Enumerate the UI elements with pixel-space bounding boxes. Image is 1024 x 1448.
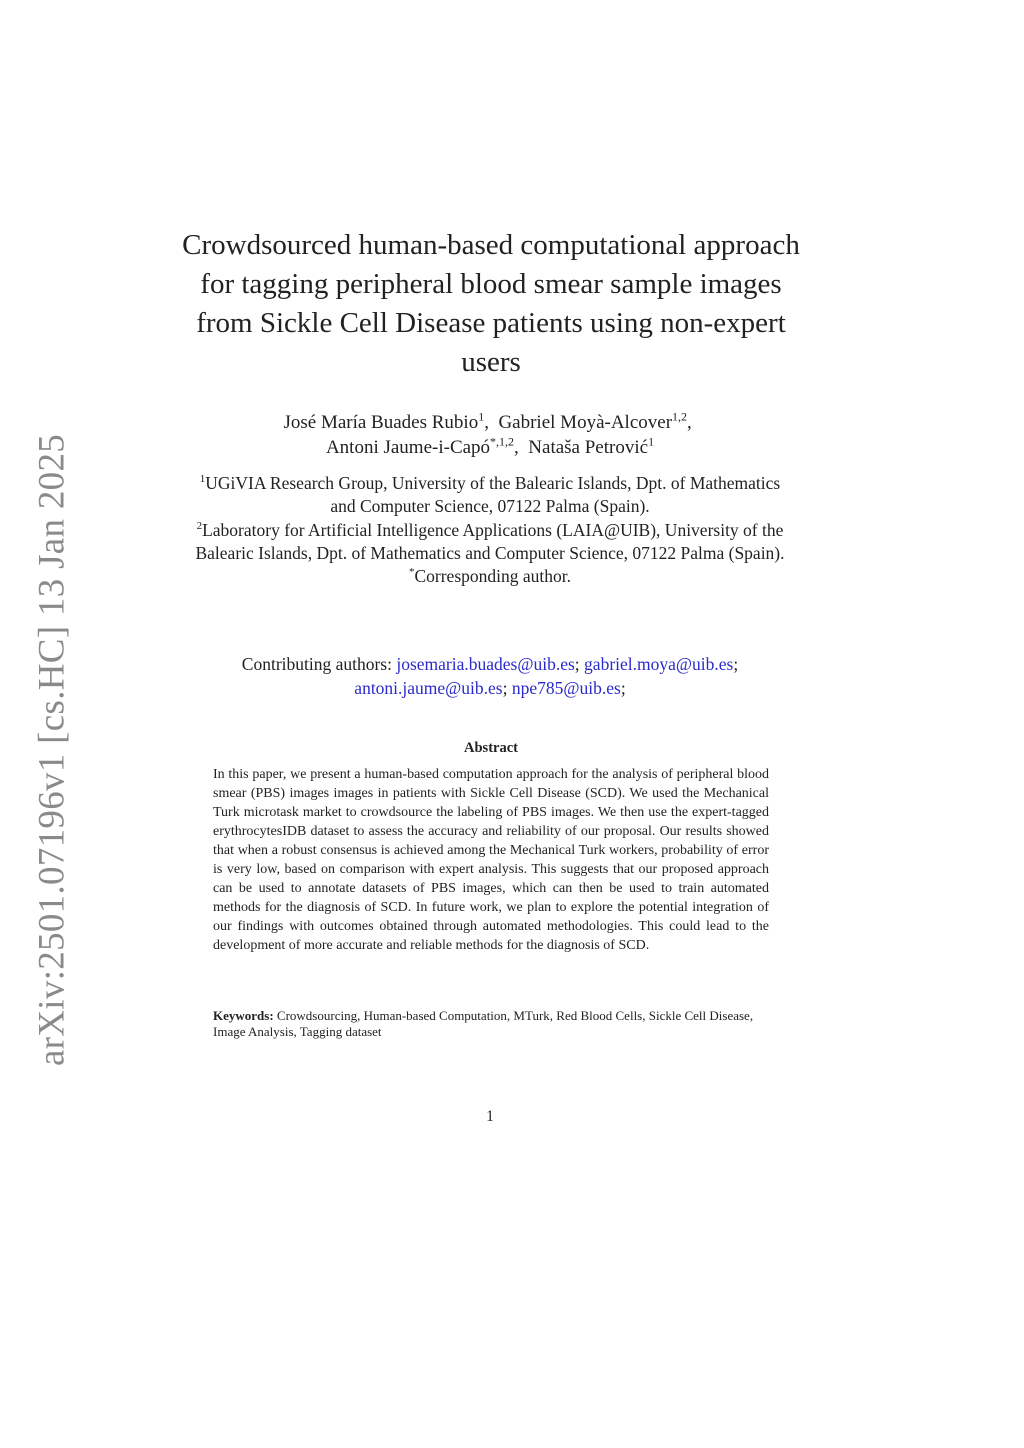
keywords-label: Keywords: — [213, 1008, 274, 1023]
author-name: Antoni Jaume-i-Capó — [325, 437, 491, 458]
paper-title: Crowdsourced human-based computational approach for tagging peripheral blood smear sample images from Sickle Cell Disease patients using non-expert users — [182, 229, 800, 378]
page-number: 1 — [486, 1108, 494, 1125]
email-link[interactable]: npe785@uib.es — [511, 677, 621, 698]
author-3: Antoni Jaume-i-Capó$^{*,1,2}$, — [325, 434, 519, 458]
author-name: José María Buades Rubio — [283, 412, 479, 433]
author-1: José María Buades Rubio$^1$, — [283, 409, 489, 433]
author-4 — [528, 434, 655, 458]
author-affiliation-marker: 1,2 — [672, 409, 688, 424]
affiliation-marker: 1 — [199, 473, 206, 486]
author-name: Gabriel Moyà-Alcover — [498, 412, 673, 433]
contributing-authors-label: Contributing authors: — [241, 654, 392, 674]
author-2: Gabriel Moyà-Alcover$^{1,2}$, — [498, 409, 692, 433]
contributing-authors: Contributing authors: josemaria.buades@uib.es; gabriel.moya@uib.es; antoni.jaume@uib.es; npe785@uib.es; — [241, 654, 739, 698]
email-link[interactable]: josemaria.buades@uib.es — [396, 654, 575, 674]
email-link[interactable]: antoni.jaume@uib.es — [354, 677, 503, 698]
affiliation-1 — [190, 472, 790, 519]
corresponding-author-note — [190, 565, 790, 588]
keywords-text: Crowdsourcing, Human-based Computation, MTurk, Red Blood Cells, Sickle Cell Disease, Image Analysis, Tagging dataset — [213, 1008, 754, 1039]
abstract-text: In this paper, we present a human-based computation approach for the analysis of peripheral blood smear (PBS) images images in patients with Sickle Cell Disease (SCD). We used the Mechanical Turk microtask market to crowdsource the labeling of PBS images. We then use the expert-tagged erythrocytesIDB dataset to assess the accuracy and reliability of our proposal. Our results showed that when a robust consensus is achieved among the Mechanical Turk workers, probability of error is very low, based on comparison with expert analysis. This suggests that our proposed approach can be used to annotate datasets of PBS images, which can then be used to train automated methods for the diagnosis of SCD. In future work, we plan to explore the potential integration of our findings with outcomes obtained through automated methodologies. This could lead to the development of more accurate and reliable methods for the diagnosis of SCD. — [213, 767, 769, 953]
email-link[interactable]: gabriel.moya@uib.es — [584, 654, 734, 674]
affiliation-text: UGiVIA Research Group, University of the Balearic Islands, Dpt. of Mathematics and Computer Science, 07122 Palma (Spain). — [205, 473, 781, 517]
affiliation-text: Corresponding author. — [414, 566, 571, 587]
keywords — [213, 1008, 769, 1040]
affiliation-marker: * — [408, 566, 415, 579]
author-affiliation-marker: *,1,2 — [490, 434, 515, 449]
author-affiliation-marker: 1 — [478, 409, 485, 424]
author-list — [190, 410, 790, 460]
arxiv-identifier-stamp[interactable]: arXiv:2501.07196v1 [cs.HC] 13 Jan 2025 — [31, 433, 73, 1067]
author-name: Nataša Petrović — [528, 437, 649, 458]
affiliation-text: Laboratory for Artificial Intelligence Applications (LAIA@UIB), University of the Balearic Islands, Dpt. of Mathematics and Computer Science, 07122 Palma (Spain). — [195, 519, 785, 563]
author-affiliation-marker: 1 — [648, 434, 655, 449]
affiliation-list — [190, 472, 790, 588]
affiliation-2 — [190, 519, 790, 566]
abstract-heading: Abstract — [464, 740, 518, 756]
affiliation-marker: 2 — [196, 519, 203, 532]
